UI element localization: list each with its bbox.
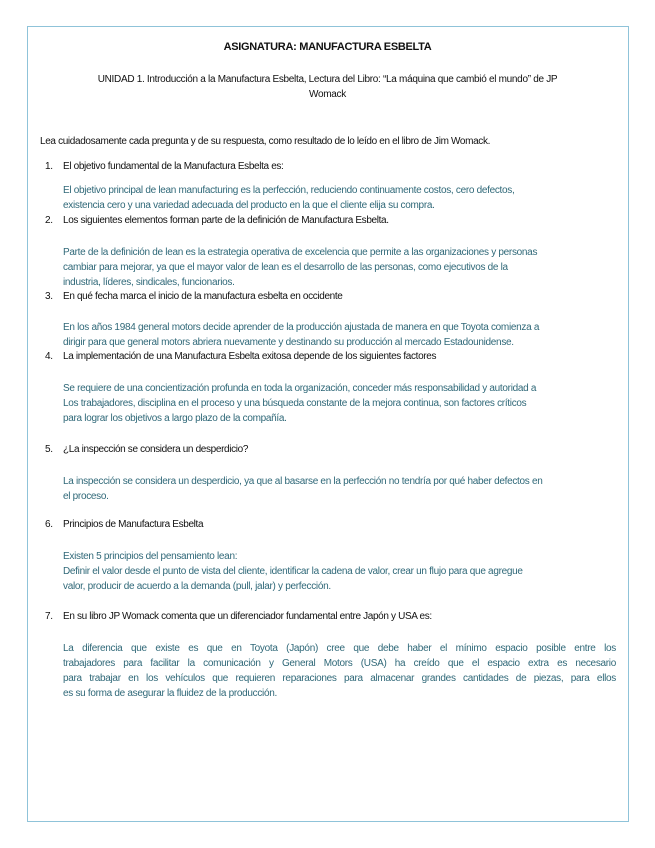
answer-line: La diferencia que existe es que en Toyota (Japón) cree que debe haber el mínimo espacio posible entre los	[63, 643, 616, 654]
answer-line: Se requiere de una concientización profunda en toda la organización, conceder más responsabilidad y autoridad a	[63, 383, 537, 394]
question-number: 3.	[45, 291, 53, 302]
answer	[63, 549, 616, 594]
answer-line: Definir el valor desde el punto de vista del cliente, identificar la cadena de valor, crear un flujo para que agregue	[63, 566, 523, 577]
answer	[63, 245, 616, 290]
answer	[63, 641, 616, 701]
subtitle-line: UNIDAD 1. Introducción a la Manufactura Esbelta, Lectura del Libro: “La máquina que cambió el mundo” de JP	[97, 74, 558, 85]
question-number: 4.	[45, 351, 53, 362]
question-number: 7.	[45, 611, 53, 622]
answer-line: industria, líderes, sindicales, funcionarios.	[63, 277, 235, 288]
answer	[63, 474, 616, 504]
answer	[63, 381, 616, 426]
answer-line: El objetivo principal de lean manufacturing es la perfección, reduciendo continuamente costos, cero defectos,	[63, 185, 515, 196]
subtitle-line: Womack	[309, 89, 346, 100]
question-number: 1.	[45, 161, 53, 172]
answer-line: el proceso.	[63, 491, 109, 502]
answer-line: existencia cero y una variedad adecuada del producto en la que el cliente elija su compra.	[63, 200, 435, 211]
question-text: En qué fecha marca el inicio de la manufactura esbelta en occidente	[63, 291, 343, 302]
answer-line: La inspección se considera un desperdicio, ya que al basarse en la perfección no tendría por qué haber defectos en	[63, 476, 543, 487]
question-text: En su libro JP Womack comenta que un diferenciador fundamental entre Japón y USA es:	[63, 611, 432, 622]
answer	[63, 183, 616, 213]
answer-line: cambiar para mejorar, ya que el mayor valor de lean es el desarrollo de las personas, como ejecutivos de la	[63, 262, 508, 273]
answer-line: para trabajar en los vehículos que requieren reparaciones para almacenar grandes cantidades de piezas, para ellos	[63, 673, 616, 684]
question-text: Principios de Manufactura Esbelta	[63, 519, 204, 530]
answer-line: dirigir para que general motors abriera nuevamente y destinando su producción al mercado Estadounidense.	[63, 337, 514, 348]
answer-line: valor, producir de acuerdo a la demanda (pull, jalar) y perfección.	[63, 581, 331, 592]
answer-line: para lograr los objetivos a largo plazo de la compañía.	[63, 413, 287, 424]
answer	[63, 320, 616, 350]
question-number: 5.	[45, 444, 53, 455]
question-text: Los siguientes elementos forman parte de la definición de Manufactura Esbelta.	[63, 215, 389, 226]
question-number: 2.	[45, 215, 53, 226]
question-text: ¿La inspección se considera un desperdicio?	[63, 444, 249, 455]
answer-line: En los años 1984 general motors decide aprender de la producción ajustada de manera en que Toyota comienza a	[63, 322, 540, 333]
question-number: 6.	[45, 519, 53, 530]
answer-line: trabajadores para facilitar la comunicación y General Motors (USA) ha creído que el espacio extra es necesario	[63, 658, 616, 669]
answer-line: Parte de la definición de lean es la estrategia operativa de excelencia que permite a las organizaciones y personas	[63, 247, 538, 258]
answer-line: Existen 5 principios del pensamiento lean:	[63, 551, 238, 562]
instructions: Lea cuidadosamente cada pregunta y de su respuesta, como resultado de lo leído en el libro de Jim Womack.	[40, 136, 491, 147]
answer-line: Los trabajadores, disciplina en el proceso y una búsqueda constante de la mejora continua, son factores críticos	[63, 398, 527, 409]
document-title: ASIGNATURA: MANUFACTURA ESBELTA	[223, 41, 432, 53]
question-text: La implementación de una Manufactura Esbelta exitosa depende de los siguientes factores	[63, 351, 437, 362]
question-text: El objetivo fundamental de la Manufactura Esbelta es:	[63, 161, 284, 172]
answer-line: es su forma de asegurar la fluidez de la producción.	[63, 688, 277, 699]
